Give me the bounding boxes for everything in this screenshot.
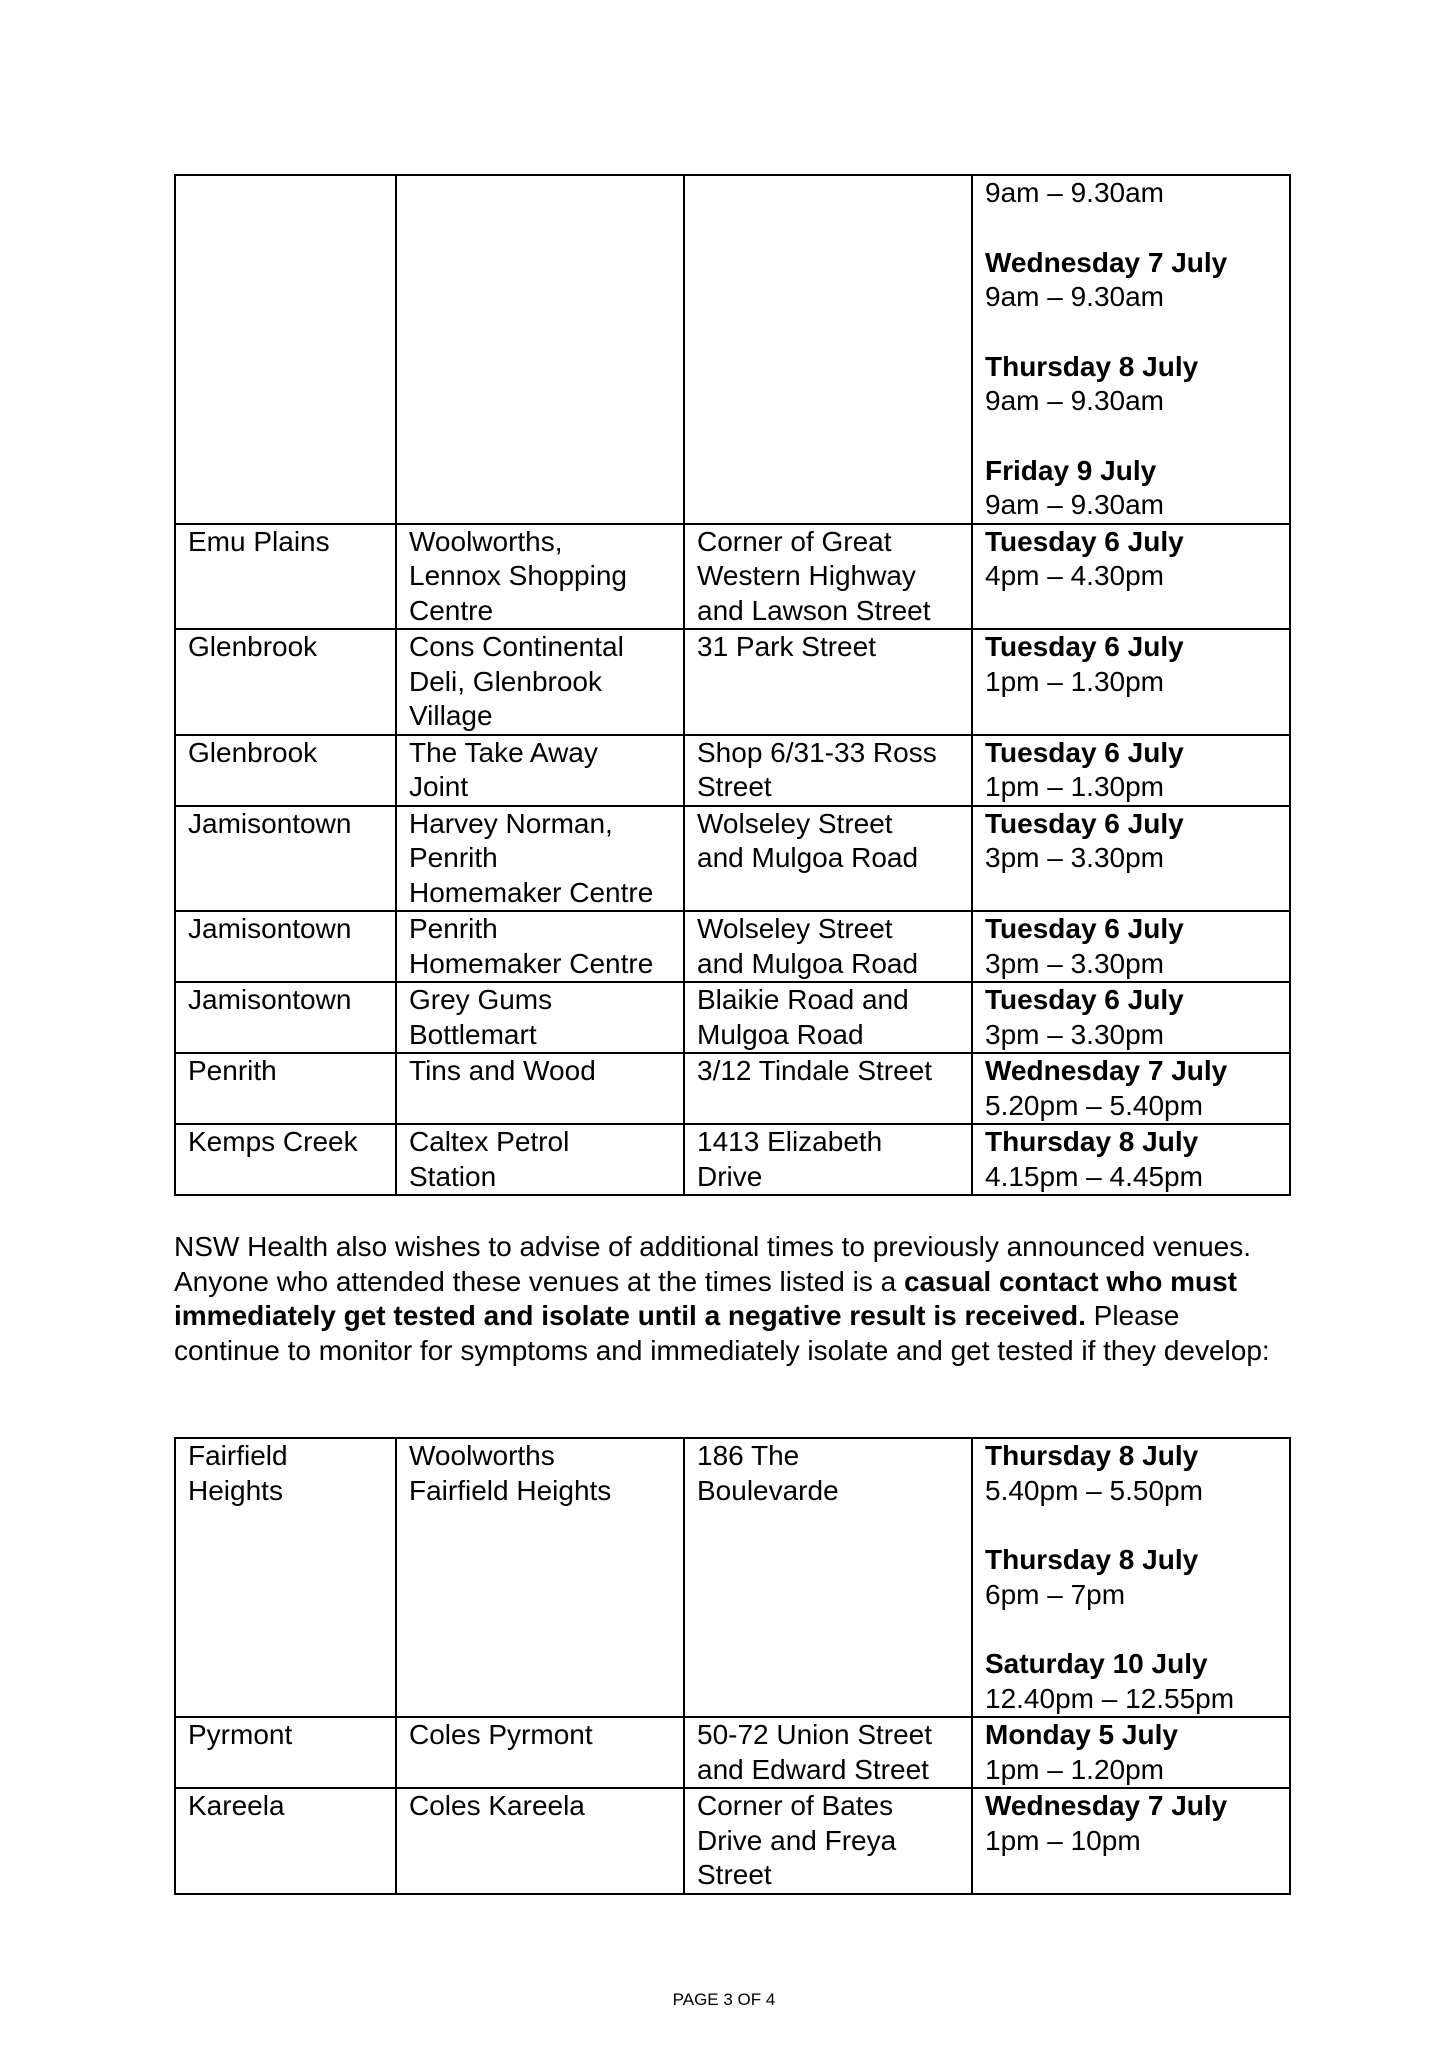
entry-day: Wednesday 7 July <box>985 246 1228 278</box>
entry-time: 5.40pm – 5.50pm <box>985 1474 1203 1506</box>
suburb-cell: Kareela <box>175 1788 396 1894</box>
entry-time: 6pm – 7pm <box>985 1578 1126 1610</box>
date-time-entry <box>985 176 1289 211</box>
entry-day: Thursday 8 July <box>985 1440 1199 1471</box>
entry-time: 5.20pm – 5.40pm <box>985 1089 1203 1121</box>
entry-day: Tuesday 6 July <box>985 984 1184 1015</box>
entry-time: 9am – 9.30am <box>985 281 1164 312</box>
venue-cell: Grey Gums Bottlemart <box>396 982 684 1053</box>
date-time-cell <box>972 982 1290 1053</box>
entry-day: Thursday 8 July <box>985 350 1199 382</box>
address-cell: 186 The Boulevarde <box>684 1438 972 1717</box>
entry-day: Tuesday 6 July <box>985 913 1184 944</box>
suburb-cell: Penrith <box>175 1053 396 1124</box>
entry-time: 4.15pm – 4.45pm <box>985 1160 1203 1192</box>
entry-time: 3pm – 3.30pm <box>985 1018 1164 1050</box>
entry-day: Thursday 8 July <box>985 1126 1199 1157</box>
date-time-entry <box>985 912 1289 981</box>
venue-cell: Penrith Homemaker Centre <box>396 911 684 982</box>
address-cell: Wolseley Street and Mulgoa Road <box>684 806 972 912</box>
date-time-entry <box>985 1647 1289 1716</box>
date-time-entry <box>985 1054 1289 1123</box>
notice-emphasis: casual contact who must immediately get tested and isolate until a negative result is received. <box>174 1265 1237 1332</box>
date-time-cell <box>972 629 1290 735</box>
notice-outro: Please continue to monitor for symptoms and immediately isolate and get tested if they develop: <box>174 1300 1270 1367</box>
suburb-cell: Kemps Creek <box>175 1124 396 1195</box>
address-cell: Blaikie Road and Mulgoa Road <box>684 982 972 1053</box>
entry-time: 4pm – 4.30pm <box>985 560 1164 591</box>
date-time-entry <box>985 246 1289 315</box>
table-row <box>175 1124 1290 1195</box>
entry-time: 9am – 9.30am <box>985 385 1164 416</box>
suburb-cell: Glenbrook <box>175 629 396 735</box>
entry-day: Tuesday 6 July <box>985 525 1184 557</box>
address-cell: 3/12 Tindale Street <box>684 1053 972 1124</box>
entry-day: Wednesday 7 July <box>985 1790 1228 1821</box>
table-row <box>175 1788 1290 1894</box>
suburb-cell: Jamisontown <box>175 911 396 982</box>
entry-time: 1pm – 10pm <box>985 1824 1141 1856</box>
table-row <box>175 175 1290 524</box>
entry-time: 3pm – 3.30pm <box>985 947 1164 979</box>
date-time-entry <box>985 1125 1289 1194</box>
venue-cell: Woolworths Fairfield Heights <box>396 1438 684 1717</box>
table-row <box>175 1053 1290 1124</box>
date-time-cell <box>972 524 1290 630</box>
date-time-entry <box>985 1439 1289 1508</box>
venue-cell: Tins and Wood <box>396 1053 684 1124</box>
date-time-cell <box>972 806 1290 912</box>
table-row <box>175 1717 1290 1788</box>
date-time-entry <box>985 1543 1289 1612</box>
date-time-entry <box>985 350 1289 419</box>
entry-day: Wednesday 7 July <box>985 1055 1228 1086</box>
date-time-cell <box>972 1788 1290 1894</box>
suburb-cell <box>175 175 396 524</box>
table-row <box>175 806 1290 912</box>
suburb-cell: Pyrmont <box>175 1717 396 1788</box>
date-time-entry <box>985 983 1289 1052</box>
entry-time: 12.40pm – 12.55pm <box>985 1682 1235 1714</box>
exposure-venues-table <box>174 174 1291 1196</box>
date-time-entry <box>985 736 1289 805</box>
entry-time: 1pm – 1.20pm <box>985 1753 1164 1785</box>
address-cell: Shop 6/31-33 Ross Street <box>684 735 972 806</box>
notice-intro: NSW Health also wishes to advise of additional times to previously announced venues. Anyone who attended these venues at the times listed is a <box>174 1231 1252 1297</box>
suburb-cell: Fairfield Heights <box>175 1438 396 1717</box>
entry-time: 3pm – 3.30pm <box>985 842 1164 873</box>
date-time-cell <box>972 735 1290 806</box>
venue-cell: Coles Pyrmont <box>396 1717 684 1788</box>
table-row <box>175 911 1290 982</box>
suburb-cell: Glenbrook <box>175 735 396 806</box>
table-row <box>175 735 1290 806</box>
date-time-entry <box>985 1718 1289 1787</box>
suburb-cell: Emu Plains <box>175 524 396 630</box>
address-cell: 1413 Elizabeth Drive <box>684 1124 972 1195</box>
entry-day: Tuesday 6 July <box>985 807 1184 839</box>
date-time-entry <box>985 630 1289 699</box>
table-row <box>175 629 1290 735</box>
suburb-cell: Jamisontown <box>175 806 396 912</box>
address-cell: Wolseley Street and Mulgoa Road <box>684 911 972 982</box>
additional-times-table <box>174 1437 1291 1895</box>
date-time-entry <box>985 1789 1289 1858</box>
entry-time: 9am – 9.30am <box>985 489 1164 520</box>
entry-day: Tuesday 6 July <box>985 631 1184 662</box>
venue-cell: Caltex Petrol Station <box>396 1124 684 1195</box>
table-row <box>175 982 1290 1053</box>
venue-cell: Harvey Norman, Penrith Homemaker Centre <box>396 806 684 912</box>
entry-day: Saturday 10 July <box>985 1648 1208 1679</box>
address-cell: 31 Park Street <box>684 629 972 735</box>
venue-cell: Woolworths, Lennox Shopping Centre <box>396 524 684 630</box>
date-time-cell <box>972 175 1290 524</box>
casual-contact-notice <box>174 1230 1291 1369</box>
date-time-cell <box>972 911 1290 982</box>
venue-cell: Cons Continental Deli, Glenbrook Village <box>396 629 684 735</box>
entry-time: 9am – 9.30am <box>985 177 1164 208</box>
table-row <box>175 1438 1290 1717</box>
suburb-cell: Jamisontown <box>175 982 396 1053</box>
entry-day: Thursday 8 July <box>985 1544 1199 1575</box>
date-time-cell <box>972 1124 1290 1195</box>
page-number: PAGE 3 OF 4 <box>672 1990 776 2009</box>
entry-day: Monday 5 July <box>985 1719 1178 1750</box>
address-cell: 50-72 Union Street and Edward Street <box>684 1717 972 1788</box>
entry-day: Friday 9 July <box>985 454 1157 486</box>
entry-time: 1pm – 1.30pm <box>985 665 1164 697</box>
entry-day: Tuesday 6 July <box>985 736 1184 768</box>
entry-time: 1pm – 1.30pm <box>985 771 1164 802</box>
address-cell: Corner of Bates Drive and Freya Street <box>684 1788 972 1894</box>
address-cell <box>684 175 972 524</box>
date-time-entry <box>985 454 1289 523</box>
venue-cell: The Take Away Joint <box>396 735 684 806</box>
address-cell: Corner of Great Western Highway and Lawson Street <box>684 524 972 630</box>
venue-cell <box>396 175 684 524</box>
date-time-entry <box>985 525 1289 594</box>
date-time-cell <box>972 1438 1290 1717</box>
table-row <box>175 524 1290 630</box>
date-time-cell <box>972 1053 1290 1124</box>
date-time-entry <box>985 807 1289 876</box>
venue-cell: Coles Kareela <box>396 1788 684 1894</box>
date-time-cell <box>972 1717 1290 1788</box>
